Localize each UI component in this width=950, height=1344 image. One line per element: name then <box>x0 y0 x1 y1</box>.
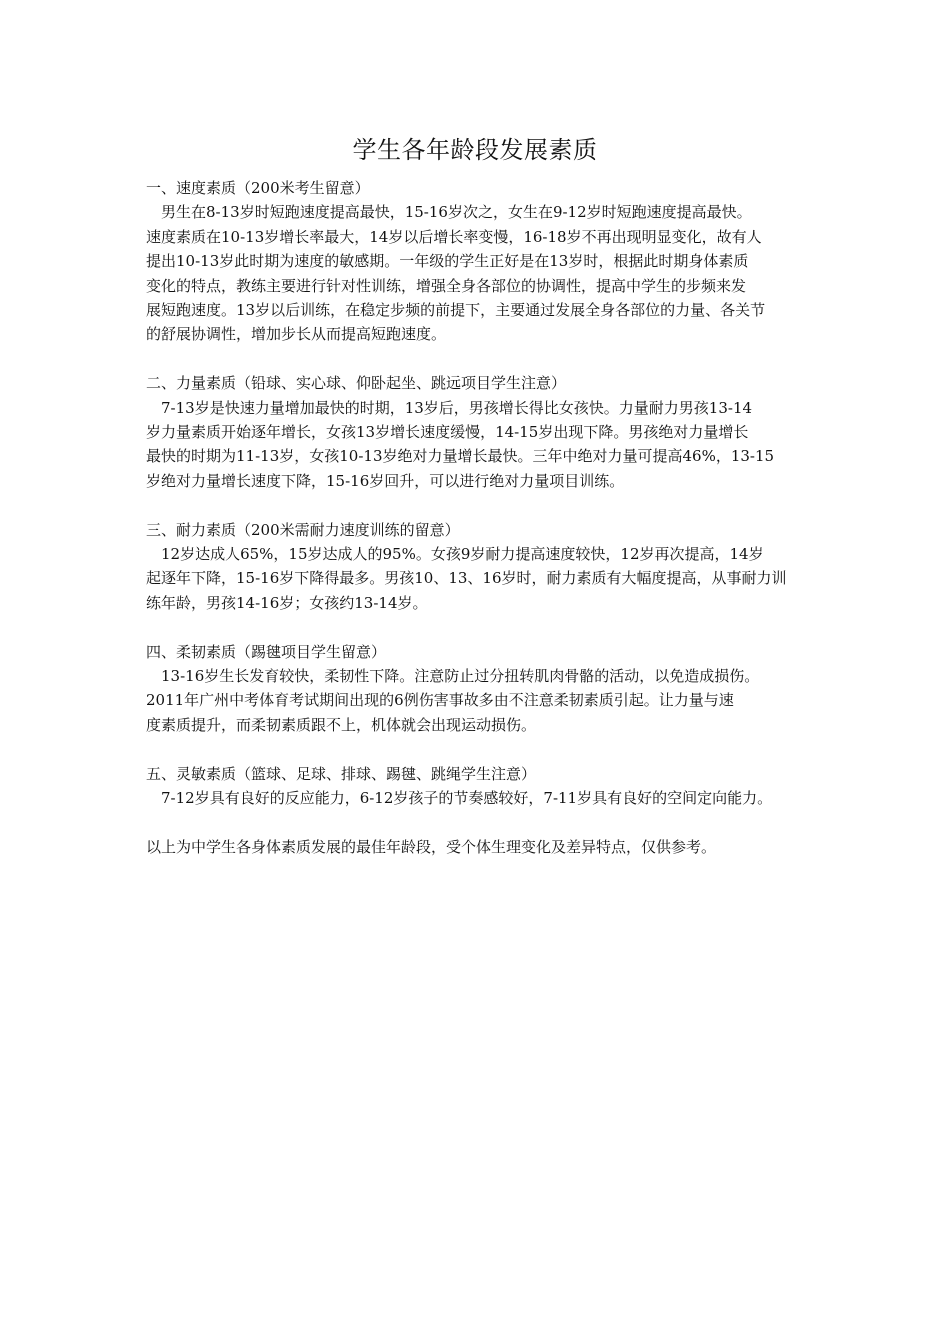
paragraph-line: 岁力量素质开始逐年增长，女孩13岁增长速度缓慢，14-15岁出现下降。男孩绝对力量增长 <box>146 423 749 442</box>
paragraph-line: 最快的时期为11-13岁，女孩10-13岁绝对力量增长最快。三年中绝对力量可提高46%，13-15 <box>146 447 775 466</box>
section-heading-speed: 一、速度素质（200米考生留意） <box>146 179 370 197</box>
document-body <box>146 176 826 859</box>
paragraph-line: 7-12岁具有良好的反应能力，6-12岁孩子的节奏感较好，7-11岁具有良好的空间定向能力。 <box>161 789 773 808</box>
paragraph-line: 13-16岁生长发育较快，柔韧性下降。注意防止过分扭转肌肉骨骼的活动，以免造成损伤。 <box>161 667 760 686</box>
section-heading-agility: 五、灵敏素质（篮球、足球、排球、踢毽、跳绳学生注意） <box>146 764 537 783</box>
paragraph-line: 变化的特点，教练主要进行针对性训练，增强全身各部位的协调性，提高中学生的步频来发 <box>146 276 747 295</box>
paragraph-line: 岁绝对力量增长速度下降，15-16岁回升，可以进行绝对力量项目训练。 <box>146 471 625 490</box>
blank-line <box>146 811 826 835</box>
paragraph-line: 展短跑速度。13岁以后训练，在稳定步频的前提下，主要通过发展全身各部位的力量、各关节 <box>146 301 766 320</box>
section-heading-strength: 二、力量素质（铅球、实心球、仰卧起坐、跳远项目学生注意） <box>146 374 567 393</box>
paragraph-line: 的舒展协调性，增加步长从而提高短跑速度。 <box>146 325 447 344</box>
paragraph-line: 2011年广州中考体育考试期间出现的6例伤害事故多由不注意柔韧素质引起。让力量与速 <box>146 691 734 710</box>
paragraph-line: 男生在8-13岁时短跑速度提高最快，15-16岁次之，女生在9-12岁时短跑速度提高最快。 <box>161 203 752 222</box>
paragraph-line: 7-13岁是快速力量增加最快的时期，13岁后，男孩增长得比女孩快。力量耐力男孩13-14 <box>161 398 753 417</box>
conclusion-text: 以上为中学生各身体素质发展的最佳年龄段，受个体生理变化及差异特点，仅供参考。 <box>146 837 717 856</box>
paragraph-line: 度素质提升，而柔韧素质跟不上，机体就会出现运动损伤。 <box>146 715 537 734</box>
paragraph-line: 练年龄，男孩14-16岁；女孩约13-14岁。 <box>146 593 428 612</box>
blank-line <box>146 737 826 761</box>
paragraph-line: 速度素质在10-13岁增长率最大，14岁以后增长率变慢，16-18岁不再出现明显变化，故有人 <box>146 227 762 246</box>
paragraph-line: 起逐年下降，15-16岁下降得最多。男孩10、13、16岁时，耐力素质有大幅度提高，从事耐力训 <box>146 569 787 588</box>
section-heading-endurance: 三、耐力素质（200米需耐力速度训练的留意） <box>146 520 460 539</box>
paragraph-line: 提出10-13岁此时期为速度的敏感期。一年级的学生正好是在13岁时，根据此时期身体素质 <box>146 252 749 271</box>
section-heading-flexibility: 四、柔韧素质（踢毽项目学生留意） <box>146 642 387 661</box>
blank-line <box>146 493 826 517</box>
blank-line <box>146 347 826 371</box>
blank-line <box>146 615 826 639</box>
document-title: 学生各年龄段发展素质 <box>352 136 598 164</box>
paragraph-line: 12岁达成人65%，15岁达成人的95%。女孩9岁耐力提高速度较快，12岁再次提高，14岁 <box>161 545 764 564</box>
